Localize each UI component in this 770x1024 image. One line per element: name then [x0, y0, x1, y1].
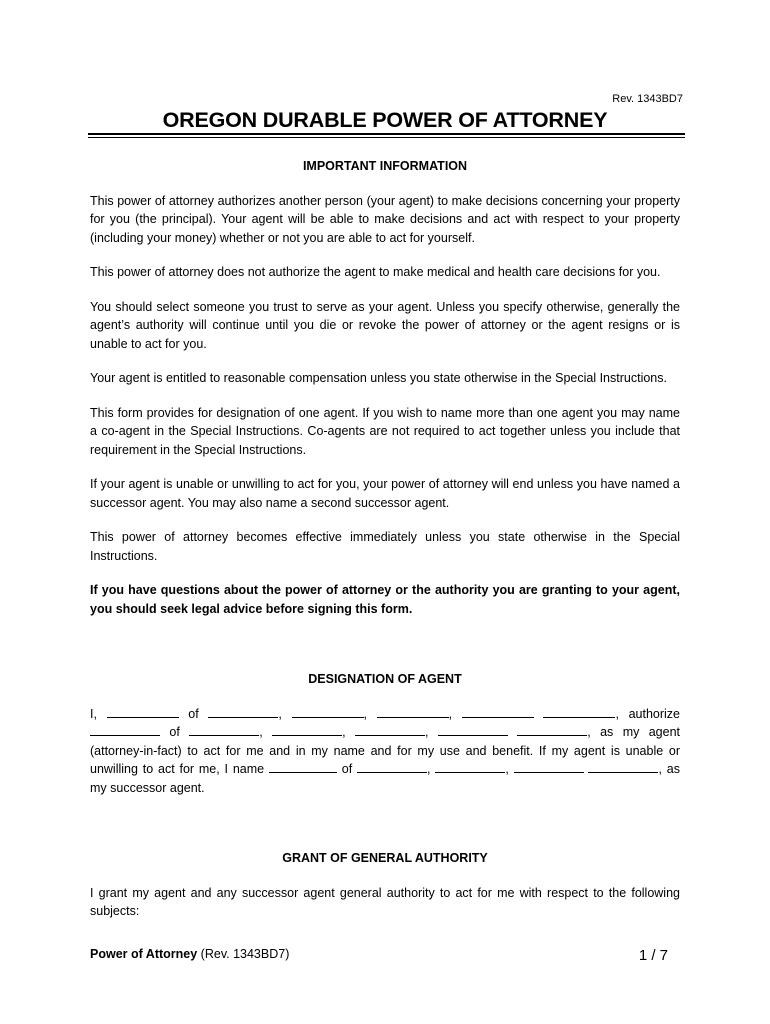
comma: , — [278, 706, 282, 721]
principal-name-blank[interactable] — [107, 705, 179, 718]
word-of: of — [341, 762, 353, 776]
legal-advice-warning: If you have questions about the power of attorney or the authority you are granting to your agent, you should seek legal advice before signing this form. — [90, 583, 680, 616]
word-of: of — [188, 706, 199, 721]
agent-name-blank[interactable] — [90, 723, 160, 736]
important-paragraph-2: This power of attorney does not authorize the agent to make medical and health care decisions for you. — [90, 265, 661, 279]
agent-city-blank[interactable] — [272, 723, 342, 736]
comma: , — [658, 762, 662, 776]
comma: , — [587, 725, 591, 739]
comma: , — [363, 706, 367, 721]
important-paragraph-3: You should select someone you trust to serve as your agent. Unless you specify otherwise, generally the agent’s authority will continue until you die or revoke the power of attorney or the agent resigns or is unable to act for you. — [90, 299, 680, 351]
title-rule-thick — [88, 133, 685, 135]
words-as-my-agent: as my agent — [600, 725, 681, 739]
word-as: as — [666, 762, 680, 776]
successor-state-blank[interactable] — [514, 760, 584, 773]
page-number: 1 / 7 — [638, 947, 668, 964]
agent-address-blank[interactable] — [189, 723, 259, 736]
comma: , — [259, 725, 263, 739]
agent-zip-blank[interactable] — [517, 723, 587, 736]
comma: , — [424, 725, 429, 739]
word-of: of — [169, 725, 180, 739]
page-title: OREGON DURABLE POWER OF ATTORNEY — [162, 108, 608, 132]
comma: , — [448, 706, 453, 721]
comma: , — [427, 762, 431, 776]
designation-end-text: my successor agent. — [90, 780, 205, 795]
word-i: I, — [90, 706, 97, 721]
principal-city-blank[interactable] — [292, 705, 364, 718]
footer-revision: (Rev. 1343BD7) — [200, 947, 290, 961]
designation-paragraph — [90, 705, 680, 798]
page-footer — [90, 947, 668, 964]
important-paragraph-7: This power of attorney becomes effective immediately unless you state otherwise in the Special Instructions. — [90, 530, 680, 563]
grant-heading: GRANT OF GENERAL AUTHORITY — [282, 851, 488, 865]
principal-zip-blank[interactable] — [543, 705, 615, 718]
principal-state-blank[interactable] — [462, 705, 534, 718]
principal-county-blank[interactable] — [377, 705, 449, 718]
agent-state-blank[interactable] — [438, 723, 508, 736]
comma: , — [342, 725, 346, 739]
agent-county-blank[interactable] — [355, 723, 425, 736]
important-paragraph-4: Your agent is entitled to reasonable compensation unless you state otherwise in the Special Instructions. — [90, 371, 667, 385]
important-heading: IMPORTANT INFORMATION — [302, 159, 468, 173]
grant-paragraph: I grant my agent and any successor agent general authority to act for me with respect to the following subjects: — [90, 885, 680, 918]
comma: , — [505, 762, 509, 776]
important-paragraph-6: If your agent is unable or unwilling to act for you, your power of attorney will end unless you have named a successor agent. You may also name a second successor agent. — [90, 477, 680, 510]
designation-middle-text: (attorney-in-fact) to act for me and in my name and for my use and benefit. If my agent is unable or unwilling to act for me, I name — [90, 743, 680, 776]
comma: , — [615, 706, 619, 721]
successor-city-blank[interactable] — [435, 760, 505, 773]
document-body — [90, 157, 680, 921]
successor-address-blank[interactable] — [357, 760, 427, 773]
designation-heading: DESIGNATION OF AGENT — [308, 672, 462, 686]
word-authorize: authorize — [628, 706, 681, 721]
important-paragraph-5: This form provides for designation of one agent. If you wish to name more than one agent you may name a co-agent in the Special Instructions. Co-agents are not required to act together unless you include that requirement in the Special Instructions. — [90, 405, 680, 457]
successor-name-blank[interactable] — [269, 760, 337, 773]
revision-label: Rev. 1343BD7 — [612, 93, 683, 105]
important-paragraph-1: This power of attorney authorizes another person (your agent) to make decisions concerning your property for you (the principal). Your agent will be able to make decisions and act with respect to your property (including your money) whether or not you are able to act for yourself. — [90, 193, 680, 245]
successor-zip-blank[interactable] — [588, 760, 658, 773]
footer-document-name: Power of Attorney — [90, 947, 198, 961]
principal-address-blank[interactable] — [208, 705, 278, 718]
title-rule-thin — [88, 137, 685, 138]
